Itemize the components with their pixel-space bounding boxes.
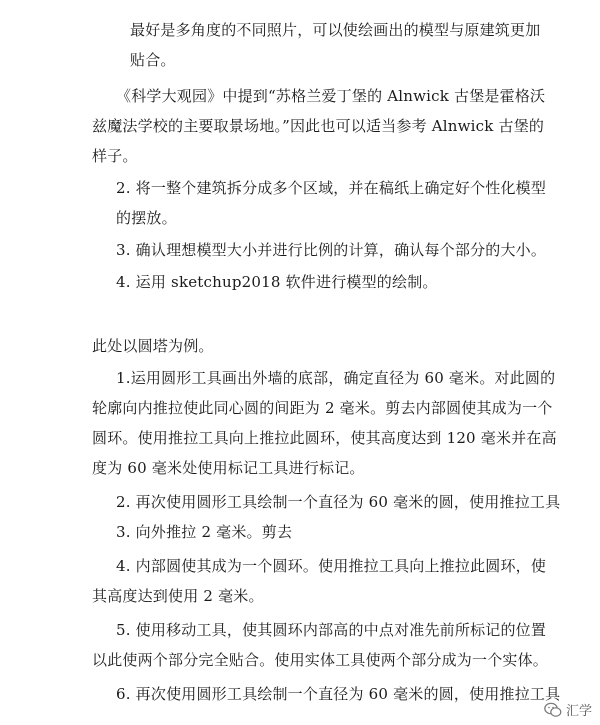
text-line: 6. 再次使用圆形工具绘制一个直径为 60 毫米的圆，使用推拉工具 — [116, 685, 561, 703]
text-line: 4. 内部圆使其成为一个圆环。使用推拉工具向上推拉此圆环，使 — [116, 557, 547, 575]
text-line: 最好是多角度的不同照片，可以使绘画出的模型与原建筑更加 — [130, 21, 541, 39]
text-line: 其高度达到使用 2 毫米。 — [92, 587, 264, 605]
text-line: 此处以圆塔为例。 — [92, 337, 214, 355]
text-line: 2. 将一整个建筑拆分成多个区域，并在稿纸上确定好个性化模型 — [116, 179, 547, 197]
watermark-text: 汇学 — [565, 704, 592, 719]
text-line: 3. 确认理想模型大小并进行比例的计算，确认每个部分的大小。 — [116, 241, 547, 259]
text-line: 贴合。 — [130, 51, 176, 69]
text-line: 兹魔法学校的主要取景场地。”因此也可以适当参考 Alnwick 古堡的 — [92, 117, 545, 135]
text-line: 样子。 — [92, 147, 138, 165]
text-line: 圆环。使用推拉工具向上推拉此圆环，使其高度达到 120 毫米并在高 — [92, 429, 557, 447]
text-line: 2. 再次使用圆形工具绘制一个直径为 60 毫米的圆，使用推拉工具 — [116, 493, 561, 511]
text-line: 5. 使用移动工具，使其圆环内部高的中点对准先前所标记的位置 — [116, 621, 547, 639]
text-line: 的摆放。 — [116, 209, 177, 227]
text-line: 以此使两个部分完全贴合。使用实体工具使两个部分成为一个实体。 — [92, 651, 549, 669]
watermark — [544, 700, 592, 719]
text-line: 《科学大观园》中提到“苏格兰爱丁堡的 Alnwick 古堡是霍格沃 — [116, 87, 546, 105]
text-line: 1.运用圆形工具画出外墙的底部，确定直径为 60 毫米。对此圆的 — [116, 369, 556, 387]
text-line: 3. 向外推拉 2 毫米。剪去 — [116, 523, 293, 541]
text-line: 度为 60 毫米处使用标记工具进行标记。 — [92, 459, 365, 477]
wechat-icon — [544, 702, 562, 718]
text-line: 轮廓向内推拉使此同心圆的间距为 2 毫米。剪去内部圆使其成为一个 — [92, 399, 553, 417]
text-line: 4. 运用 sketchup2018 软件进行模型的绘制。 — [116, 273, 438, 291]
